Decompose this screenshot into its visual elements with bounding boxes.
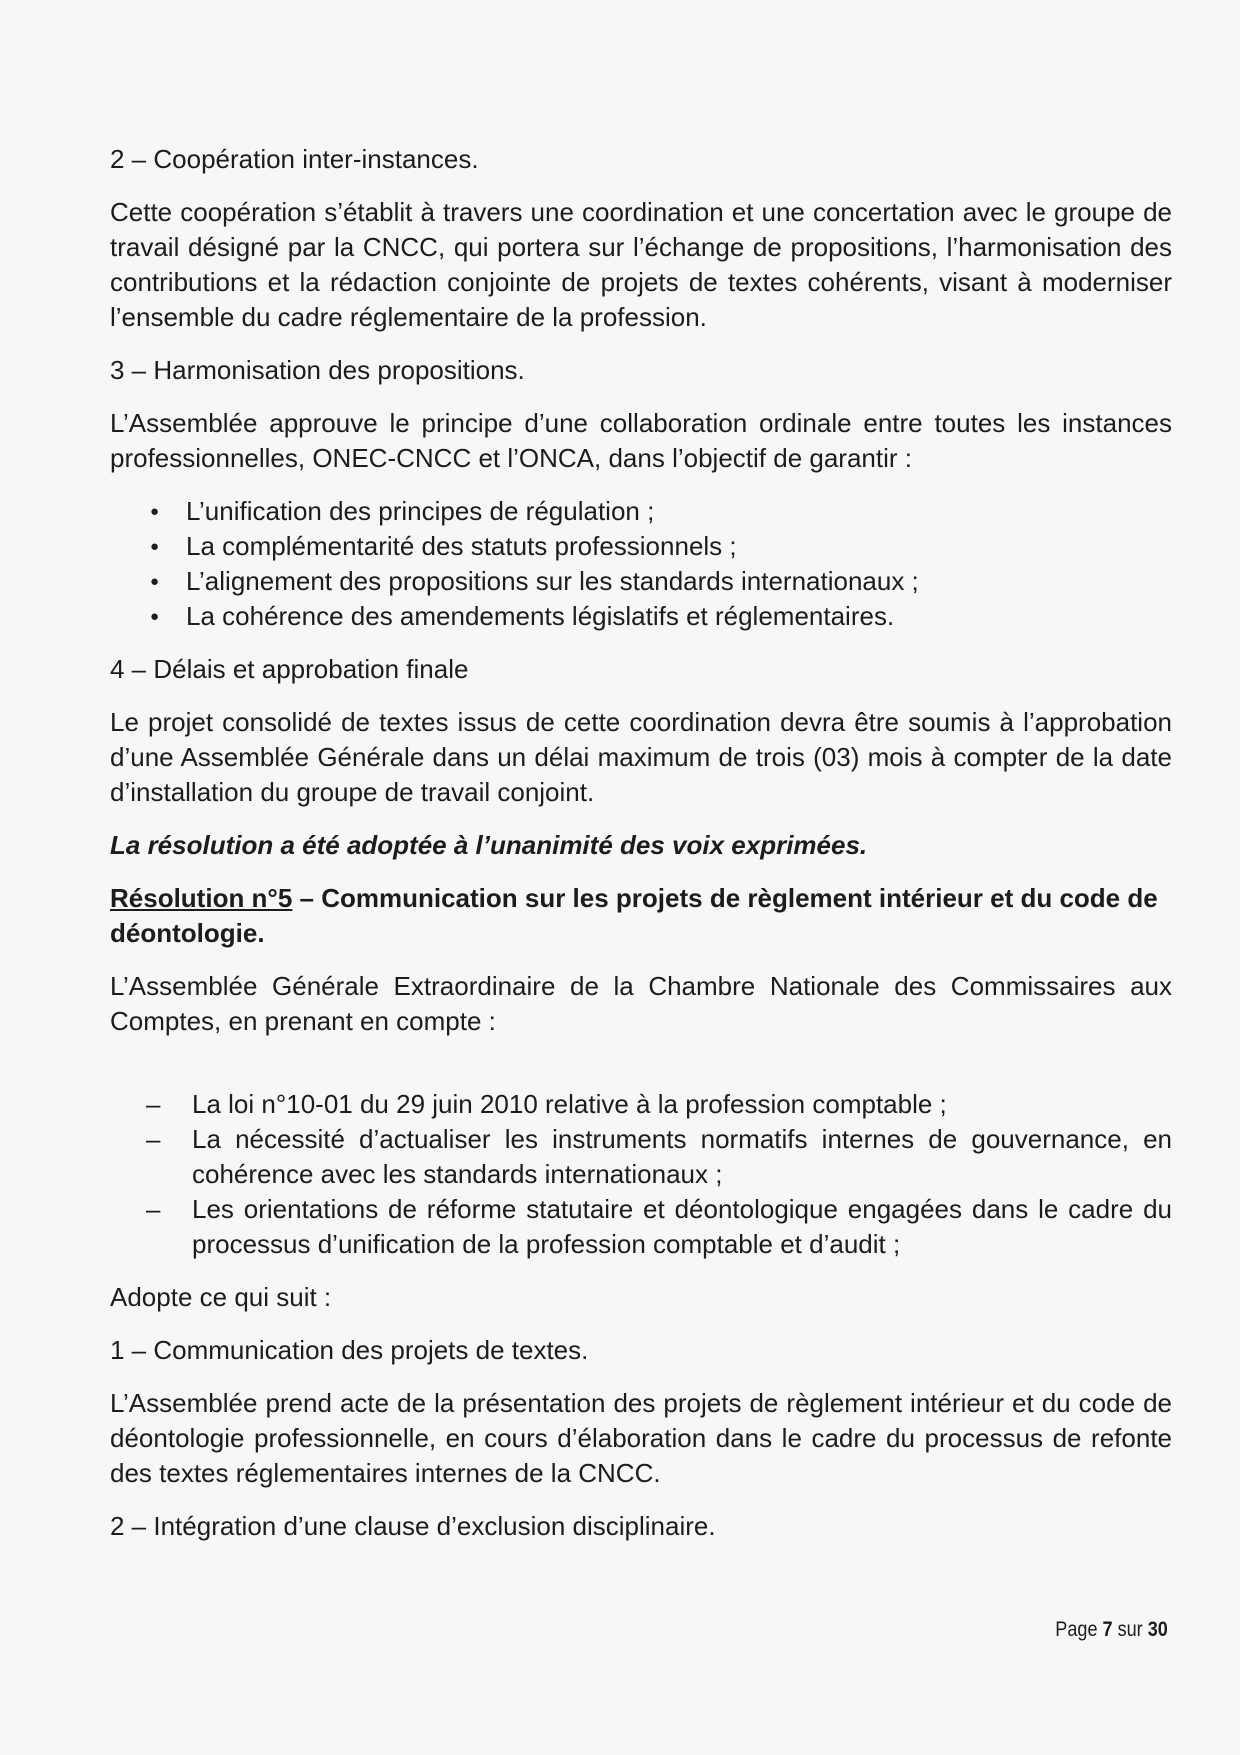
objectives-list xyxy=(110,494,1172,634)
resolution-title: – Communication sur les projets de règlement intérieur et du code de déontologie. xyxy=(110,883,1158,948)
paragraph-delais: Le projet consolidé de textes issus de cette coordination devra être soumis à l’approbation d’une Assemblée Générale dans un délai maximum de trois (03) mois à compter de la date d’installation du groupe de travail conjoint. xyxy=(110,707,1172,807)
section-heading-communication: 1 – Communication des projets de textes. xyxy=(110,1335,589,1365)
section-heading-integration: 2 – Intégration d’une clause d’exclusion disciplinaire. xyxy=(110,1511,716,1541)
list-item: ● La complémentarité des statuts professionnels ; xyxy=(150,529,1172,564)
current-page: 7 xyxy=(1102,1618,1113,1641)
page-content xyxy=(110,142,1172,1562)
list-item: – La nécessité d’actualiser les instruments normatifs internes de gouvernance, en cohérence avec les standards internationaux ; xyxy=(146,1122,1172,1192)
section-heading-harmonisation: 3 – Harmonisation des propositions. xyxy=(110,355,525,385)
resolution-heading xyxy=(110,881,1172,951)
page-prefix: Page xyxy=(1055,1618,1103,1641)
list-item: ● L’unification des principes de régulation ; xyxy=(150,494,1172,529)
adopte-statement: Adopte ce qui suit : xyxy=(110,1282,332,1312)
list-item: – Les orientations de réforme statutaire et déontologique engagées dans le cadre du processus d’unification de la profession comptable et d’audit ; xyxy=(146,1192,1172,1262)
paragraph-cooperation: Cette coopération s’établit à travers une coordination et une concertation avec le groupe de travail désigné par la CNCC, qui portera sur l’échange de propositions, l’harmonisation des contributions et la rédaction conjointe de projets de textes cohérents, visant à moderniser l’ensemble du cadre réglementaire de la profession. xyxy=(110,197,1172,332)
paragraph-communication: L’Assemblée prend acte de la présentation des projets de règlement intérieur et du code de déontologie professionnelle, en cours d’élaboration dans le cadre du processus de refonte des textes réglementaires internes de la CNCC. xyxy=(110,1388,1172,1488)
resolution-intro: L’Assemblée Générale Extraordinaire de la Chambre Nationale des Commissaires aux Comptes, en prenant en compte : xyxy=(110,971,1172,1036)
page-middle: sur xyxy=(1112,1618,1148,1641)
list-item: ● L’alignement des propositions sur les standards internationaux ; xyxy=(150,564,1172,599)
list-item: – La loi n°10-01 du 29 juin 2010 relative à la profession comptable ; xyxy=(146,1087,1172,1122)
list-item: ● La cohérence des amendements législatifs et réglementaires. xyxy=(150,599,1172,634)
section-heading-cooperation: 2 – Coopération inter-instances. xyxy=(110,144,479,174)
section-heading-delais: 4 – Délais et approbation finale xyxy=(110,654,469,684)
page-number xyxy=(1056,1618,1168,1642)
paragraph-harmonisation: L’Assemblée approuve le principe d’une collaboration ordinale entre toutes les instances professionnelles, ONEC-CNCC et l’ONCA, dans l’objectif de garantir : xyxy=(110,408,1172,473)
considerations-list xyxy=(110,1087,1172,1262)
total-pages: 30 xyxy=(1147,1618,1168,1641)
adoption-statement: La résolution a été adoptée à l’unanimité des voix exprimées. xyxy=(110,830,868,860)
resolution-label: Résolution n°5 xyxy=(110,883,293,913)
